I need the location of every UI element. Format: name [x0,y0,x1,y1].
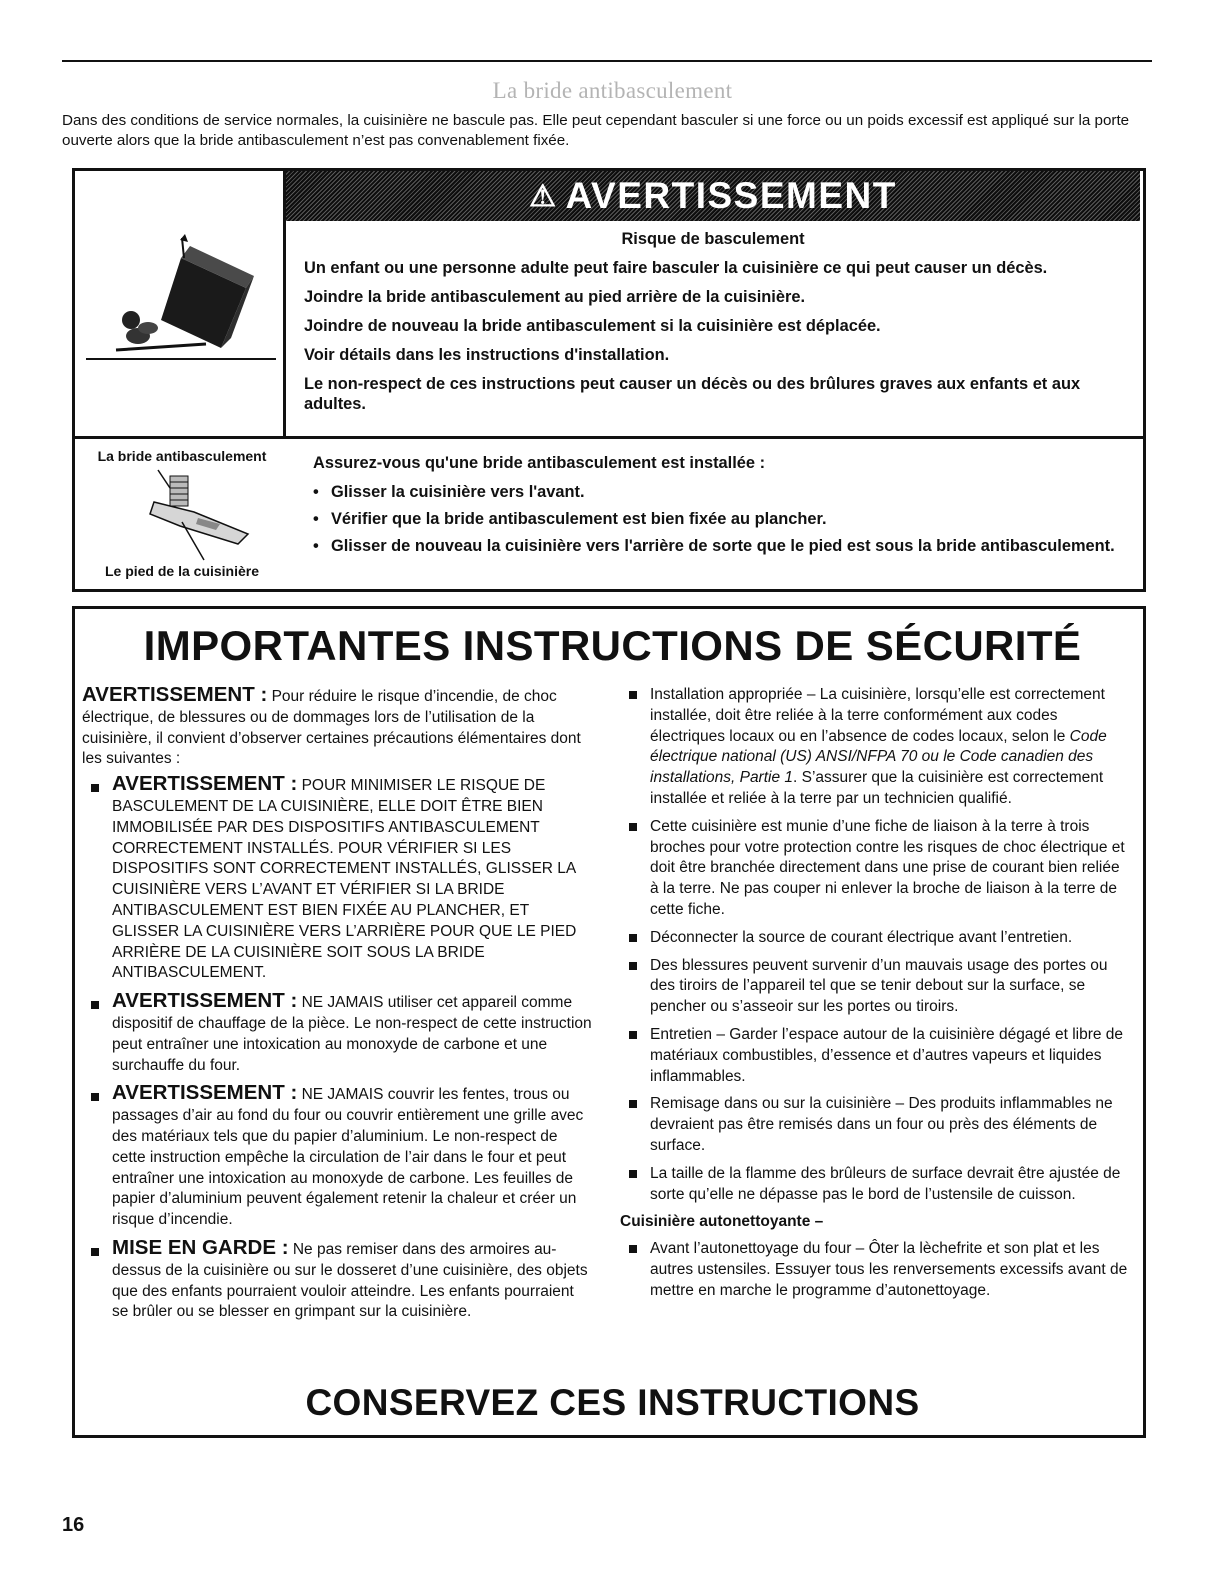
list-item: Remisage dans ou sur la cuisinière – Des produits inflammables ne devraient pas être remisés dans un four ou près des éléments de surface. [620,1094,1130,1156]
bracket-instructions [313,453,1133,563]
warning-triangle-icon: ⚠ [529,179,558,213]
list-item [82,774,592,984]
list-item [82,1083,592,1231]
intro-paragraph: Dans des conditions de service normales, la cuisinière ne bascule pas. Elle peut cependant basculer si une force ou un poids excessif est appliqué sur la porte ouverte alors que la bride antibasculement n’est pas convenablement fixée. [62,112,1130,149]
top-rule [62,60,1152,62]
bracket-step: • Glisser de nouveau la cuisinière vers l'arrière de sorte que le pied est sous la bride antibasculement. [313,536,1133,556]
tipping-range-illustration-icon [86,228,276,368]
warning-divider-horizontal [72,436,1146,439]
list-item: La taille de la flamme des brûleurs de surface devrait être ajustée de sorte qu’elle ne dépasse pas le bord de l’ustensile de cuisson. [620,1164,1130,1206]
caution-keyword: MISE EN GARDE : [112,1235,289,1259]
list-item-text: NE JAMAIS couvrir les fentes, trous ou passages d’air au fond du four ou couvrir entièrement une grille avec des matériaux tels que du papier d’aluminium. Le non-respect de cette instruction empêche la circulation de l’air dans le four et peut entraîner une intoxication au monoxyde de carbone. Les feuilles de papier d’aluminium peuvent également retenir la chaleur et créer un risque d’incendie. [112,1086,584,1229]
list-item: Déconnecter la source de courant électrique avant l’entretien. [620,928,1130,949]
list-item [82,991,592,1076]
list-item-text: NE JAMAIS utiliser cet appareil comme dispositif de chauffage de la pièce. Le non-respect de cette instruction peut entraîner une intoxication au monoxyde de carbone et une surchauffe du four. [112,994,592,1074]
safety-right-list [620,685,1130,1205]
warning-keyword: AVERTISSEMENT : [82,683,268,706]
safety-lead [82,685,592,770]
bracket-steps [313,482,1133,556]
bracket-step: • Vérifier que la bride antibasculement est bien fixée au plancher. [313,509,1133,529]
list-item-text: Ne pas remiser dans des armoires au-dessus de la cuisinière ou sur le dosseret d’une cuisinière, des objets que des enfants pourraient vouloir atteindre. Les enfants pourraient se brûler ou se blesser en grimpant sur la cuisinière. [112,1240,588,1321]
anti-tip-bracket-illustration-icon [140,468,260,563]
bracket-label: La bride antibasculement [97,448,267,464]
install-code: Code électrique national (US) ANSI/NFPA 70 ou le Code canadien des installations, Partie 1 [650,727,1107,787]
save-instructions-footer: CONSERVEZ CES INSTRUCTIONS [305,1382,920,1423]
risk-title: Risque de basculement [621,230,805,248]
page-number: 16 [62,1514,85,1536]
list-item: Des blessures peuvent survenir d’un mauvais usage des portes ou des tiroirs de l’appareil tel que se tenir debout sur la surface, se pencher ou s’asseoir sur les portes ou tiroirs. [620,956,1130,1018]
foot-label: Le pied de la cuisinière [104,563,260,579]
list-item [82,1235,592,1323]
warning-keyword: AVERTISSEMENT : [112,1081,298,1105]
list-item: Cette cuisinière est munie d’une fiche de liaison à la terre à trois broches pour votre protection contre les risques de choc électrique et doit être branchée directement dans une prise de courant bien reliée à la terre. Ne pas couper ni enlever la broche de liaison à la terre de cette fiche. [620,817,1130,921]
install-text: Installation appropriée – La cuisinière, lorsqu’elle est correctement installée, doit être reliée à la terre conformément aux codes électriques locaux ou en l’absence de codes locaux, selon le [650,686,1105,745]
warning-header [286,171,1140,221]
warning-line: Voir détails dans les instructions d'installation. [304,346,670,364]
list-item-text: POUR MINIMISER LE RISQUE DE BASCULEMENT DE LA CUISINIÈRE, ELLE DOIT ÊTRE BIEN IMMOBILISÉE PAR DES DISPOSITIFS ANTIBASCULEMENT CORRECTEMENT INSTALLÉS. POUR VÉRIFIER SI LES DISPOSITIFS SONT CORRECTEMENT INSTALLÉS, GLISSER LA CUISINIÈRE VERS L’AVANT ET VÉRIFIER SI LA BRIDE ANTIBASCULEMENT EST BIEN FIXÉE AU PLANCHER, ET GLISSER LA CUISINIÈRE VERS L’ARRIÈRE POUR QUE LE PIED ARRIÈRE DE LA CUISINIÈRE SOIT SOUS LA BRIDE ANTIBASCULEMENT. [112,777,577,982]
warning-line: Joindre de nouveau la bride antibasculement si la cuisinière est déplacée. [304,317,881,335]
list-item: Entretien – Garder l’espace autour de la cuisinière dégagé et libre de matériaux combustibles, d’essence et d’autres vapeurs et liquides inflammables. [620,1025,1130,1087]
bracket-step: • Glisser la cuisinière vers l'avant. [313,482,1133,502]
list-item: Avant l’autonettoyage du four – Ôter la lèchefrite et son plat et les autres ustensiles. Essuyer tous les renversements excessifs avant de mettre en marche le programme d’autonettoyage. [620,1239,1130,1301]
warning-line: Un enfant ou une personne adulte peut faire basculer la cuisinière ce qui peut causer un décès. [304,259,1048,277]
warning-keyword: AVERTISSEMENT : [112,989,298,1013]
safety-lead-text: Pour réduire le risque d’incendie, de choc électrique, de blessures ou de dommages lors de l’utilisation de la cuisinière, il convient d’observer certaines précautions élémentaires dont les suivantes : [82,688,581,768]
self-clean-list [620,1239,1130,1301]
self-clean-label: Cuisinière autonettoyante – [620,1213,824,1231]
install-text-end: . S’assurer que la cuisinière est correctement installée et reliée à la terre par un technicien qualifié. [650,769,1104,807]
warning-keyword: AVERTISSEMENT : [112,772,298,796]
section-title: La bride antibasculement [492,78,733,103]
warning-lines [304,258,1134,423]
warning-header-label: AVERTISSEMENT [565,175,897,216]
safety-left-column [82,685,592,1330]
safety-left-list [82,774,592,1323]
bracket-intro: Assurez-vous qu'une bride antibasculement est installée : [313,454,766,472]
safety-title: IMPORTANTES INSTRUCTIONS DE SÉCURITÉ [143,622,1082,669]
warning-line: Joindre la bride antibasculement au pied arrière de la cuisinière. [304,288,806,306]
list-item [620,685,1130,810]
safety-right-column [620,685,1130,1309]
warning-line: Le non-respect de ces instructions peut causer un décès ou des brûlures graves aux enfants et aux adultes. [304,375,1081,413]
